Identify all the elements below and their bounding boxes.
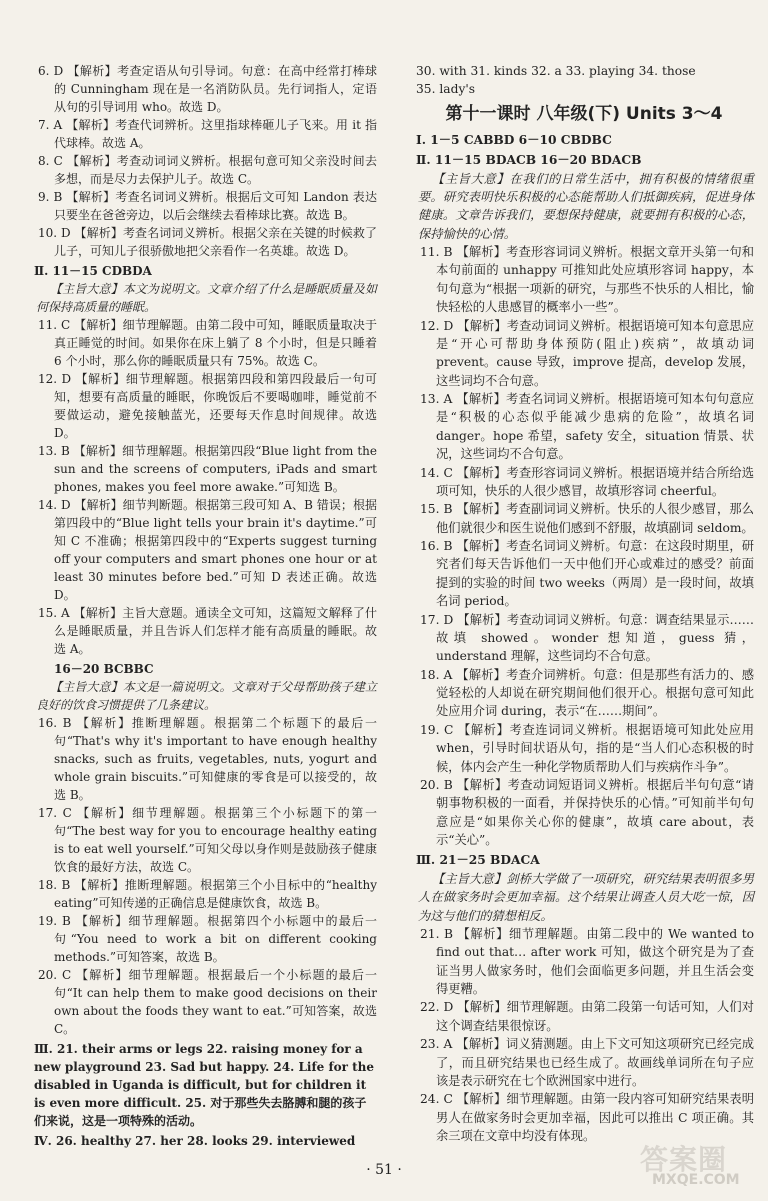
answer-explanation: 20. B 【解析】考查动词短语词义辨析。根据后半句句意“请朝事物积极的一面看，并保持快乐的心情。”可知前半句句意应是“如果你关心你的健康”，故填 care about，表示“关心”。	[420, 777, 754, 847]
answer-explanation: 22. D 【解析】细节理解题。由第二段第一句话可知，人们对这个调查结果很惊讶。	[420, 1000, 754, 1033]
main-idea-paragraph: 【主旨大意】本文为说明文。文章介绍了什么是睡眠质量及如何保持高质量的睡眠。	[36, 282, 377, 314]
answer-explanation: 19. B 【解析】细节理解题。根据第四个小标题中的最后一句“You need to work a bit on different cooking methods.”可知答案，故选 B。	[38, 914, 377, 964]
answer-line: 35. lady's	[416, 82, 476, 97]
answer-explanation: 16. B 【解析】考查名词词义辨析。句意：在这段时期里，研究者们每天告诉他们一天中他们开心或难过的感受？前面提到的实验的时间 two weeks（两周）是一段时间，故填名词 period。	[420, 539, 754, 609]
section-heading: Ⅰ. 1－5 CABBD 6－10 CBDBC	[416, 131, 612, 147]
main-idea-paragraph: 【主旨大意】本文是一篇说明文。文章对于父母帮助孩子建立良好的饮食习惯提供了几条建议。	[36, 680, 377, 712]
section-title: 第十一课时 八年级(下) Units 3～4	[445, 103, 723, 124]
answer-explanation: 16. B 【解析】推断理解题。根据第二个标题下的最后一句“That's why it's important to have enough healthy snacks, such as fruits, vegetables, nuts, yogurt and whole grain biscuits.”可知健康的零食是可以接受的，故选 B。	[38, 716, 377, 802]
answer-explanation: 17. C 【解析】细节理解题。根据第三个小标题下的第一句“The best way for you to encourage healthy eating is to eat well yourself.”可知父母以身作则是鼓励孩子健康饮食的最好方法，故选 C。	[38, 806, 377, 874]
section-heading: Ⅱ. 11－15 CDBDA	[34, 264, 152, 278]
section-heading: Ⅲ. 21－25 BDACA	[416, 852, 540, 868]
watermark-logo	[640, 1138, 760, 1193]
answer-explanation: 19. C 【解析】考查连词词义辨析。根据语境可知此处应用 when，引导时间状语从句，指的是“当人们心态积极的时候，体内会产生一种化学物质帮助人们与疾病作斗争”。	[420, 722, 754, 774]
answer-explanation: 12. D 【解析】细节理解题。根据第四段和第四段最后一句可知，想要有高质量的睡眠，你晚饭后不要喝咖啡，睡觉前不要做运动，避免接触蓝光，还要每天作息时间规律。故选 D。	[38, 372, 377, 440]
watermark-url: MXQE.COM	[652, 1172, 740, 1188]
answer-explanation: 9. B 【解析】考查名词词义辨析。根据后文可知 Landon 表达只要坐在爸爸旁边，以后会继续去看棒球比赛。故选 B。	[38, 190, 377, 222]
main-idea-paragraph: 【主旨大意】在我们的日常生活中，拥有积极的情绪很重要。研究表明快乐积极的心态能帮助人们抵御疾病，促进身体健康。文章告诉我们，要想保持健康，就要拥有积极的心态，保持愉快的心情。	[418, 171, 754, 241]
left-column	[32, 62, 377, 1150]
section-heading: Ⅳ. 26. healthy 27. her 28. looks 29. interviewed	[34, 1134, 356, 1148]
answer-explanation: 8. C 【解析】考查动词词义辨析。根据句意可知父亲没时间去多想，而是尽力去保护儿子。故选 C。	[38, 154, 377, 186]
answer-explanation: 13. B 【解析】细节理解题。根据第四段“Blue light from the sun and the screens of computers, iPads and smart phones, makes you feel more awake.”可知选 B。	[38, 444, 377, 494]
answer-explanation: 11. C 【解析】细节理解题。由第二段中可知，睡眠质量取决于真正睡觉的时间。如果你在床上躺了 8 个小时，但是只睡着 6 个小时，那么你的睡眠质量只有 75%。故选 C。	[38, 318, 377, 368]
answer-explanation: 24. C 【解析】细节理解题。由第一段内容可知研究结果表明男人在做家务时会更加幸福，因此可以推出 C 项正确。其余三项在文章中均没有体现。	[420, 1092, 754, 1143]
answer-explanation: 17. D 【解析】考查动词词义辨析。句意：调查结果显示……故填 showed。wonder 想知道，guess 猜，understand 理解，这些词均不合句意。	[420, 612, 754, 664]
section-heading: Ⅱ. 11－15 BDACB 16－20 BDACB	[416, 152, 642, 168]
answer-explanation: 6. D 【解析】考查定语从句引导词。句意：在高中经常打棒球的 Cunningham 现在是一名消防队员。先行词指人，定语从句的引导词用 who。故选 D。	[38, 64, 377, 114]
answer-explanation: 20. C 【解析】细节理解题。根据最后一个小标题的最后一句“It can help them to make good decisions on their own about the foods they want to eat.”可知答案，故选 C。	[38, 968, 377, 1036]
watermark-logo-text: 答案圈	[640, 1143, 728, 1176]
right-column	[414, 62, 754, 1145]
answer-explanation: 21. B 【解析】细节理解题。由第二段中的 We wanted to find out that… after work 可知，做这个研究是为了查证当男人做家务时，他们会面临更多问题，并且生活会变得更糟。	[420, 926, 754, 996]
answer-explanation: 7. A 【解析】考查代词辨析。这里指球棒砸儿子飞来。用 it 指代球棒。故选 A。	[38, 118, 377, 150]
answer-explanation: 23. A 【解析】词义猜测题。由上下文可知这项研究已经完成了，而且研究结果也已经生成了。故画线单词所在句子应该是表示研究在七个欧洲国家中进行。	[420, 1037, 754, 1088]
answer-explanation: 11. B 【解析】考查形容词词义辨析。根据文章开头第一句和本句前面的 unhappy 可推知此处应填形容词 happy，本句句意为“根据一项新的研究，与那些不快乐的人相比，愉快轻松的人患感冒的概率小一些”。	[420, 245, 754, 315]
answer-explanation: 18. A 【解析】考查介词辨析。句意：但是那些有活力的、感觉轻松的人却说在研究期间他们很开心。根据句意可知此处应用介词 during，表示“在……期间”。	[420, 667, 754, 719]
answer-explanation: 10. D 【解析】考查名词词义辨析。根据父亲在关键的时候救了儿子，可知儿子很骄傲地把父亲看作一名英雄。故选 D。	[38, 226, 377, 258]
answer-explanation: 12. D 【解析】考查动词词义辨析。根据语境可知本句意思应是“开心可帮助身体预防(阻止)疾病”，故填动词 prevent。cause 导致，improve 提高，develop 发展，这些词均不合句意。	[420, 318, 754, 388]
answer-line: 30. with 31. kinds 32. a 33. playing 34. those	[416, 64, 696, 78]
main-idea-paragraph: 【主旨大意】剑桥大学做了一项研究，研究结果表明很多男人在做家务时会更加幸福。这个结果让调查人员大吃一惊，因为这与他们的猜想相反。	[418, 871, 754, 923]
answer-explanation: 15. B 【解析】考查副词词义辨析。快乐的人很少感冒，那么他们就很少和医生说他们感到不舒服，故填副词 seldom。	[420, 502, 754, 535]
answer-explanation: 18. B 【解析】推断理解题。根据第三个小目标中的“healthy eating”可知传递的正确信息是健康饮食，故选 B。	[38, 878, 377, 910]
answer-explanation: 14. C 【解析】考查形容词词义辨析。根据语境并结合所给选项可知，快乐的人很少感冒，故填形容词 cheerful。	[420, 465, 754, 498]
section-heading: Ⅲ. 21. their arms or legs 22. raising money for a new playground 23. Sad but happy. 24. Life for the disabled in Uganda is difficult, but for children it is even more difficult. 25. 对于那些失去胳膊和腿的孩子们来说，这是一项特殊的活动。	[34, 1042, 375, 1128]
answer-explanation: 14. D 【解析】细节判断题。根据第三段可知 A、B 错误；根据第四段中的“Blue light tells your brain it's daytime.”可知 C 不准确；根据第四段中的“Experts suggest turning off your computers and smart phones one hour or at least 30 minutes before bed.”可知 D 表述正确。故选 D。	[38, 498, 377, 602]
section-heading: 16－20 BCBBC	[54, 662, 154, 676]
page-number: · 51 ·	[366, 1162, 402, 1178]
answer-explanation: 15. A 【解析】主旨大意题。通读全文可知，这篇短文解释了什么是睡眠质量，并且告诉人们怎样才能有高质量的睡眠。故选 A。	[38, 606, 377, 656]
answer-explanation: 13. A 【解析】考查名词词义辨析。根据语境可知本句句意应是“积极的心态似乎能减少患病的危险”，故填名词 danger。hope 希望，safety 安全，situation 情景、状况，这些词均不合句意。	[420, 392, 754, 462]
